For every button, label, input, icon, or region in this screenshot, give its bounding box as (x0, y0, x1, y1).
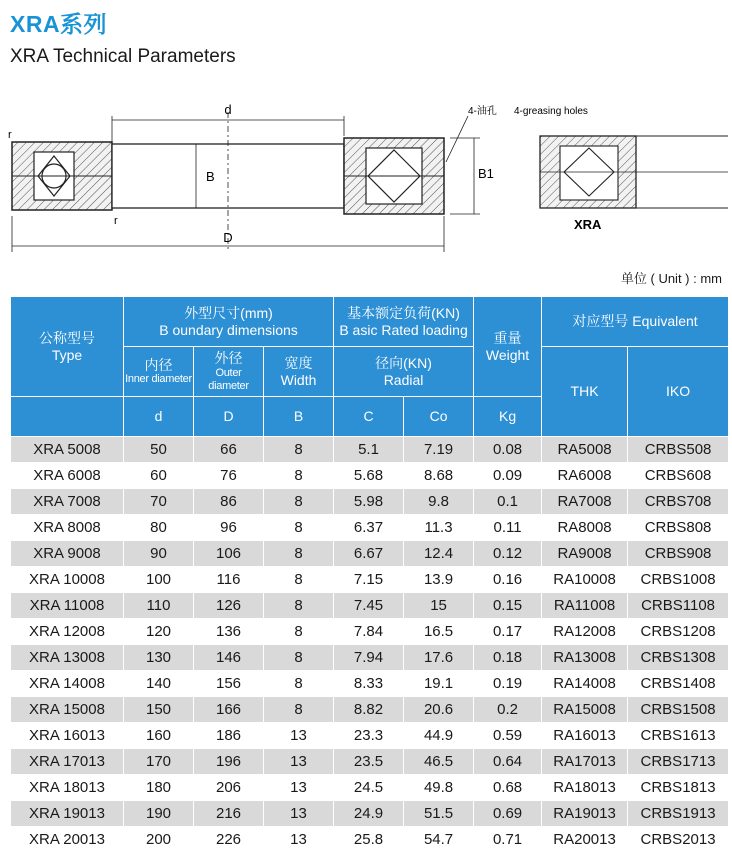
table-cell: 6.37 (334, 515, 404, 541)
table-cell: 226 (194, 827, 264, 853)
table-cell: 8 (264, 489, 334, 515)
table-cell: 7.15 (334, 567, 404, 593)
table-cell: 0.12 (474, 541, 542, 567)
page-title-en: XRA Technical Parameters (10, 46, 236, 67)
table-cell: 24.9 (334, 801, 404, 827)
table-cell: XRA 19013 (11, 801, 124, 827)
table-cell: 146 (194, 645, 264, 671)
table-cell: 46.5 (404, 749, 474, 775)
table-cell: 51.5 (404, 801, 474, 827)
header-outer-diameter: 外径 Outer diameter (194, 347, 264, 397)
table-cell: XRA 7008 (11, 489, 124, 515)
table-cell: XRA 18013 (11, 775, 124, 801)
table-cell: 11.3 (404, 515, 474, 541)
table-cell: CRBS1408 (628, 671, 729, 697)
table-cell: 19.1 (404, 671, 474, 697)
table-cell: CRBS808 (628, 515, 729, 541)
table-cell: 23.5 (334, 749, 404, 775)
table-cell: RA14008 (542, 671, 628, 697)
page-title-cn: XRA系列 (10, 11, 108, 37)
table-cell: 13 (264, 801, 334, 827)
table-cell: CRBS908 (628, 541, 729, 567)
table-cell: 76 (194, 463, 264, 489)
table-cell: 8 (264, 593, 334, 619)
table-cell: 150 (124, 697, 194, 723)
table-cell: XRA 8008 (11, 515, 124, 541)
table-cell: 106 (194, 541, 264, 567)
right-section-drawing (344, 138, 444, 214)
table-cell: 86 (194, 489, 264, 515)
table-cell: XRA 13008 (11, 645, 124, 671)
bearing-drawing (0, 92, 732, 262)
table-row (11, 619, 729, 645)
table-cell: 66 (194, 437, 264, 463)
table-cell: 16.5 (404, 619, 474, 645)
table-row (11, 697, 729, 723)
header-inner-diameter: 内径 Inner diameter (124, 347, 194, 397)
table-cell: 20.6 (404, 697, 474, 723)
table-cell: 6.67 (334, 541, 404, 567)
table-cell: CRBS1913 (628, 801, 729, 827)
table-row (11, 541, 729, 567)
table-cell: 44.9 (404, 723, 474, 749)
table-cell: RA6008 (542, 463, 628, 489)
table-cell: CRBS508 (628, 437, 729, 463)
table-cell: 8 (264, 645, 334, 671)
table-row (11, 775, 729, 801)
radius-label-bottom: r (114, 215, 118, 227)
table-cell: RA9008 (542, 541, 628, 567)
table-cell: CRBS1713 (628, 749, 729, 775)
table-cell: RA15008 (542, 697, 628, 723)
table-cell: 80 (124, 515, 194, 541)
table-cell: 5.1 (334, 437, 404, 463)
table-cell: 25.8 (334, 827, 404, 853)
table-cell: 0.68 (474, 775, 542, 801)
table-cell: 70 (124, 489, 194, 515)
table-cell: 206 (194, 775, 264, 801)
table-cell: 90 (124, 541, 194, 567)
table-cell: XRA 6008 (11, 463, 124, 489)
header-boundary: 外型尺寸(mm) B oundary dimensions (124, 297, 334, 347)
table-cell: 120 (124, 619, 194, 645)
table-cell: 170 (124, 749, 194, 775)
table-cell: 190 (124, 801, 194, 827)
table-cell: 8 (264, 567, 334, 593)
table-cell: 160 (124, 723, 194, 749)
table-cell: 13 (264, 775, 334, 801)
table-cell: RA20013 (542, 827, 628, 853)
table-cell: CRBS1613 (628, 723, 729, 749)
table-cell: 54.7 (404, 827, 474, 853)
table-cell: XRA 14008 (11, 671, 124, 697)
dim-label-d: d (224, 102, 232, 117)
table-cell: XRA 11008 (11, 593, 124, 619)
header-radial: 径向(KN) Radial (334, 347, 474, 397)
table-cell: XRA 9008 (11, 541, 124, 567)
table-cell: 156 (194, 671, 264, 697)
table-cell: RA16013 (542, 723, 628, 749)
table-cell: 8 (264, 463, 334, 489)
table-cell: 8 (264, 437, 334, 463)
table-cell: CRBS1308 (628, 645, 729, 671)
table-cell: CRBS1108 (628, 593, 729, 619)
table-cell: 116 (194, 567, 264, 593)
table-cell: 5.98 (334, 489, 404, 515)
table-cell: CRBS1208 (628, 619, 729, 645)
table-row (11, 515, 729, 541)
table-cell: 8 (264, 619, 334, 645)
table-cell: RA13008 (542, 645, 628, 671)
table-cell: 23.3 (334, 723, 404, 749)
table-cell: 8 (264, 541, 334, 567)
table-cell: 0.11 (474, 515, 542, 541)
table-cell: 0.09 (474, 463, 542, 489)
table-cell: 50 (124, 437, 194, 463)
table-cell: 100 (124, 567, 194, 593)
table-cell: CRBS708 (628, 489, 729, 515)
table-cell: 130 (124, 645, 194, 671)
table-cell: 136 (194, 619, 264, 645)
oil-holes-label: 4-油孔 (468, 106, 497, 117)
table-row (11, 463, 729, 489)
table-cell: XRA 10008 (11, 567, 124, 593)
table-cell: RA7008 (542, 489, 628, 515)
dim-label-B: B (206, 169, 215, 184)
table-cell: 24.5 (334, 775, 404, 801)
header-iko: IKO (628, 347, 729, 437)
table-row (11, 645, 729, 671)
table-cell: 0.15 (474, 593, 542, 619)
table-cell: 8 (264, 697, 334, 723)
table-cell: CRBS1008 (628, 567, 729, 593)
table-cell: CRBS1813 (628, 775, 729, 801)
greasing-holes-label: 4-greasing holes (514, 106, 588, 117)
table-cell: 13.9 (404, 567, 474, 593)
table-cell: 0.16 (474, 567, 542, 593)
table-cell: 8 (264, 671, 334, 697)
table-cell: CRBS608 (628, 463, 729, 489)
table-cell: XRA 20013 (11, 827, 124, 853)
table-cell: 13 (264, 749, 334, 775)
table-cell: CRBS1508 (628, 697, 729, 723)
header-sym-B: B (264, 397, 334, 437)
table-cell: 126 (194, 593, 264, 619)
table-cell: 0.19 (474, 671, 542, 697)
table-cell: 0.18 (474, 645, 542, 671)
table-cell: XRA 17013 (11, 749, 124, 775)
table-cell: 8 (264, 515, 334, 541)
table-cell: 110 (124, 593, 194, 619)
table-cell: 13 (264, 827, 334, 853)
table-cell: 49.8 (404, 775, 474, 801)
table-row (11, 827, 729, 853)
table-cell: XRA 12008 (11, 619, 124, 645)
table-cell: 0.1 (474, 489, 542, 515)
table-row (11, 437, 729, 463)
table-cell: 7.84 (334, 619, 404, 645)
table-cell: XRA 15008 (11, 697, 124, 723)
table-cell: 186 (194, 723, 264, 749)
header-sym-C: C (334, 397, 404, 437)
table-cell: 0.59 (474, 723, 542, 749)
header-type-blank (11, 397, 124, 437)
table-cell: 0.69 (474, 801, 542, 827)
table-row (11, 749, 729, 775)
table-row (11, 801, 729, 827)
table-cell: 15 (404, 593, 474, 619)
dim-label-D: D (223, 230, 233, 245)
table-row (11, 593, 729, 619)
table-cell: 180 (124, 775, 194, 801)
table-cell: 8.82 (334, 697, 404, 723)
table-cell: 0.64 (474, 749, 542, 775)
table-cell: CRBS2013 (628, 827, 729, 853)
header-equivalent: 对应型号 Equivalent (542, 297, 729, 347)
table-row (11, 723, 729, 749)
parameters-table (10, 296, 729, 853)
header-rated-loading: 基本额定负荷(KN) B asic Rated loading (334, 297, 474, 347)
xra-profile-drawing (540, 136, 728, 208)
header-weight: 重量 Weight (474, 297, 542, 397)
unit-label: 单位 ( Unit ) : mm (620, 271, 722, 286)
table-cell: 0.17 (474, 619, 542, 645)
dim-label-B1: B1 (478, 166, 494, 181)
table-cell: 140 (124, 671, 194, 697)
table-cell: RA8008 (542, 515, 628, 541)
header-type: 公称型号 Type (11, 297, 124, 397)
table-cell: 0.08 (474, 437, 542, 463)
table-row (11, 671, 729, 697)
table-row (11, 567, 729, 593)
table-cell: RA12008 (542, 619, 628, 645)
table-cell: 0.2 (474, 697, 542, 723)
table-cell: 8.68 (404, 463, 474, 489)
table-cell: 8.33 (334, 671, 404, 697)
header-sym-D: D (194, 397, 264, 437)
radius-label-top: r (8, 129, 12, 141)
table-cell: XRA 16013 (11, 723, 124, 749)
table-cell: 0.71 (474, 827, 542, 853)
table-cell: RA17013 (542, 749, 628, 775)
table-cell: 7.94 (334, 645, 404, 671)
table-cell: RA10008 (542, 567, 628, 593)
table-cell: 166 (194, 697, 264, 723)
table-cell: 7.19 (404, 437, 474, 463)
table-cell: 196 (194, 749, 264, 775)
table-cell: 96 (194, 515, 264, 541)
table-cell: 216 (194, 801, 264, 827)
header-sym-d: d (124, 397, 194, 437)
table-cell: RA19013 (542, 801, 628, 827)
table-cell: 17.6 (404, 645, 474, 671)
xra-label: XRA (574, 217, 602, 232)
table-cell: 13 (264, 723, 334, 749)
header-thk: THK (542, 347, 628, 437)
table-cell: 12.4 (404, 541, 474, 567)
table-cell: RA5008 (542, 437, 628, 463)
header-width: 宽度 Width (264, 347, 334, 397)
table-row (11, 489, 729, 515)
table-cell: 60 (124, 463, 194, 489)
table-cell: 7.45 (334, 593, 404, 619)
table-cell: XRA 5008 (11, 437, 124, 463)
table-cell: RA11008 (542, 593, 628, 619)
left-section-drawing (12, 142, 112, 210)
table-cell: RA18013 (542, 775, 628, 801)
table-cell: 9.8 (404, 489, 474, 515)
table-cell: 200 (124, 827, 194, 853)
header-sym-Co: Co (404, 397, 474, 437)
table-cell: 5.68 (334, 463, 404, 489)
header-sym-kg: Kg (474, 397, 542, 437)
